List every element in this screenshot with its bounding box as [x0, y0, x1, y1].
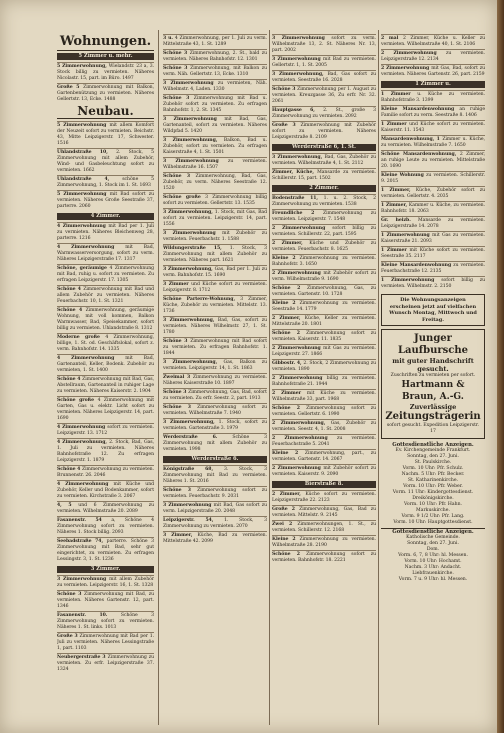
job-subtitle: mit guter Handschrift gesucht. — [392, 357, 474, 373]
classified-ad: 4 Zimmerwohnung mit Bad per 1. Juli zu vermieten. Näheres Bleichenweg 28, parterre. 1216 — [57, 224, 154, 241]
classified-ad: 1 Zimmer, Küche, Zubehör sofort zu vermieten. Gellertstr. 4. 2035 — [381, 188, 485, 199]
ad-list — [163, 34, 267, 454]
ad-list — [381, 90, 485, 291]
page-edge — [497, 0, 504, 733]
classified-ad: Schöne 2 Zimmerwohnung sofort zu vermieten. Bahnhofstr. 18. 2221 — [272, 552, 376, 563]
classified-ad: 2 Zimmerwohnung mit Gas, Bad, sofort zu vermieten. Näheres Gartenstr. 26, part. 2159 — [381, 66, 485, 77]
column-rule — [269, 30, 270, 725]
classified-ad: Schöne, geräumige 4 Zimmerwohnung mit Bad, ruhig u. sofort zu vermieten. Zu erfragen Leipzigerstr. 17. 1305 — [57, 266, 154, 283]
ad-list — [381, 34, 485, 79]
classified-ad: 3 Zimmerwohnung, Bad, Gas sofort zu vermieten. Seestraße 16. 2028 — [272, 72, 376, 83]
classified-ad: Schöne 3 Zimmerwohnung mit Bad u. Zubehör sofort zu vermieten. Zu erfragen Bahnhofstr. 1, 2. St. 1345 — [163, 96, 267, 113]
church-title: Gottesdienstliche Anzeigen. — [392, 442, 474, 448]
church-line: Vorm. 10 Uhr: Pfr. Schulz. — [402, 466, 464, 471]
classified-ad: 1 Zimmerwohnung mit Gas zu vermieten. Kaiserstraße 21. 2093 — [381, 233, 485, 244]
classified-ad: Schöne 4 Zimmerwohnung, geräumige Wohnung, mit voll kommen, Balkon Warmwasser, Bad, Speisekammer, sofort billig zu vermieten. Uhlandstraße 8. 1312 — [57, 308, 154, 331]
job-title-3: Zeitungsträgerin — [385, 411, 481, 422]
classified-ad: 2 Zimmer mit Küche zu vermieten. Wilhelmstraße 33, part. 1968 — [272, 391, 376, 402]
classified-ad: Leipzigerstr. 54, 1. Stock, 3 Zimmerwohnung zu vermieten. 2070 — [163, 518, 267, 529]
classified-ad: 3 Zimmerwohnung mit Bad zu vermieten. Gellertstr. 1, 1. St. 2005 — [272, 57, 376, 68]
classified-ad: Schöne Mansardenwohnung, 2 Zimmer, an ruhige Leute zu vermieten. Mittelstraße 20. 1690 — [381, 152, 485, 169]
category-werderstrasse: Werderstraße 6, 1. St. — [272, 144, 376, 151]
ad-list — [272, 490, 376, 565]
classified-ad: Schöne 4 Zimmerwohnung mit Bad, Gas, Abstellraum, Gartenanteil in ruhiger Lage zu vermieten. Näheres Kaiserstr. 2. 1904 — [57, 377, 154, 394]
church-line: Vorm. 10 Uhr: Pfr. Hahn. — [404, 502, 462, 507]
classified-ad: 4 Zimmerwohnung sofort zu vermieten. Leipzigerstr. 13. 1712 — [57, 425, 154, 436]
ad-list — [57, 121, 154, 211]
classified-ad: Kleine 2 Zimmerwohnung zu vermieten. Wilhelmstraße 28. 2190 — [272, 537, 376, 548]
classified-ad: 4 Zimmerwohnung, 2. Stock, Bad, Gas, 1. Juli zu vermieten. Näheres Bahnhofstraße 12. Zu erfragen Leipzigerstr. 1. 1879 — [57, 440, 154, 463]
classified-ad: Uhlandstraße 4, schöne 5 Zimmerwohnung, 1. Stock im 1. St. 1693 — [57, 177, 154, 188]
church-line: Vorm. 6, 7, 8 Uhr: hl. Messen. — [398, 553, 468, 558]
classified-ad: 3 Zimmerwohnung sofort zu verm. Wilhelmstraße 13, 2. St. Näheres Nr. 13, part. 2002 — [272, 36, 376, 53]
job-text-2: sofort gesucht. Expedition Leipzigerstr. 17 — [386, 423, 480, 434]
classified-ad: 2 Zimmerwohnung zu vermieten. Leipzigerstraße 12. 2134 — [381, 51, 485, 62]
classified-ad: Schöne 3 Zimmerwohnung per 1. August zu vermieten. Kreuzgasse 36, Zu erfr. Nr. 32. 2061 — [272, 87, 376, 104]
classified-ad: Gr. heizb. Mansarde zu vermieten. Leipzigerstraße 14. 2078 — [381, 218, 485, 229]
classified-ad: 5 Zimmerwohnung mit allem Komfort der Neuzeit sofort zu vermieten. Beichstr. 43, Mitte Leipzigerstr. 17, Schwester. 1516 — [57, 123, 154, 146]
ad-list — [57, 62, 154, 104]
church-list — [381, 535, 485, 583]
classified-ad: 1 Zimmerwohnung sofort billig zu vermieten. Wilhelmstr. 2. 2150 — [381, 278, 485, 289]
classified-ad: 3 Zimmer, Küche, Bad zu vermieten. Mittelstraße 42. 2099 — [163, 533, 267, 544]
classified-ad: Uhlandstraße 10, 2. Stock, 5 Zimmerwohnung mit allem Zubehör, Wind- und Gasbeleuchtung sofort zu vermieten. 1662 — [57, 150, 154, 173]
classified-ad: 3 Zimmerwohnung mit Bad, Gas, Gartenanteil, sofort zu vermieten. Näheres Wildpfad 5. 1420 — [163, 117, 267, 134]
classified-ad: Moderne große 4 Zimmerwohnung, billige, 1. St. od. Geschäftslokal, sofort z. verm. Bahnhofstr. 14. 1335 — [57, 335, 154, 352]
church-title-2: Gottesdienstliche Anzeigen. — [381, 528, 485, 535]
job-title: Junger Laufbursche — [398, 333, 468, 356]
column-1 — [57, 34, 154, 724]
church-line: Vorm. 10 Uhr: Hochamt. — [404, 559, 462, 564]
classified-ad: Schöne 2 Zimmerwohnung sofort zu vermieten. Kaiserstr. 11. 1835 — [272, 331, 376, 342]
ad-list — [57, 222, 154, 564]
classified-ad: 2 Zimmerwohnung mit Zubehör sofort zu verm. Wilhelmstraße 9. 1690 — [272, 271, 376, 282]
classified-ad: 2 Zimmer, Küche und Zubehör zu vermieten. Feuerbachstr. 8. 1625 — [272, 241, 376, 252]
church-line: Vorm. 7 u. 9 Uhr: hl. Messen. — [398, 577, 468, 582]
classified-ad: Große 2 Zimmerwohnung, Gas, Bad zu vermieten. Mittelstr. 9. 2145 — [272, 507, 376, 518]
classified-ad: 5 Zimmerwohnung mit Bad sofort zu vermieten. Näheres Große Seestraße 37, parterre. 2060 — [57, 192, 154, 209]
ad-list — [272, 34, 376, 142]
classified-ad: 3 Zimmerwohnung, Gas, Balkon zu vermieten. Leipzigerstr. 14, 1. St. 1863 — [163, 360, 267, 371]
church-line: Dreikönigskirche. — [412, 496, 454, 501]
column-2 — [163, 34, 267, 724]
classified-ad: 2 Zimmerwohnung mit Gas zu vermieten. Leipzigerstr. 27. 1866 — [272, 346, 376, 357]
church-line: Vorm. 9 1/2 Uhr: Pfr. Lang. — [401, 514, 465, 519]
classified-ad: Zweimal 3 Zimmerwohnung zu vermieten. Näheres Kaiserstraße 10. 1897 — [163, 375, 267, 386]
church-line: Vorm. 10 Uhr: Hauptgottesdienst. — [393, 520, 473, 525]
classified-ad: 2 mal 2 Zimmer, Küche u. Keller zu vermieten. Wilhelmstraße 40, 1. St. 2106 — [381, 36, 485, 47]
classified-ad: 3 u. 4 Zimmerwohnung, per 1. Juli zu verm. Mittelstraße 43, 1. St. 1289 — [163, 36, 267, 47]
classified-ad: 3 Zimmerwohnung mit allem Zubehör zu vermieten. Leipzigerstr. 16, 1. St. 1328 — [57, 577, 154, 588]
classified-ad: 2 Zimmerwohnung sofort billig zu vermieten. Schillerstr. 22, part. 1595 — [272, 226, 376, 237]
church-line: Sonntag, den 27. Juni. — [407, 541, 459, 546]
category-4-zimmer: 4 Zimmer. — [57, 213, 154, 220]
church-line: St. Katharinenkirche. — [407, 478, 459, 483]
classified-ad: Gibbostr. 4, 2. Stock, 2 Zimmerwohnung zu vermieten. 1890 — [272, 361, 376, 372]
classified-ad: Mansardenwohnung, 1 Zimmer u. Küche, zu vermieten. Wilhelmstraße 7. 1650 — [381, 137, 485, 148]
church-line: Sonntag, den 27. Juni. — [407, 454, 459, 459]
classified-ad: 1 Zimmer u. Küche zu vermieten. Bahnhofstraße 3. 1399 — [381, 92, 485, 103]
classified-ad: 3 Zimmerwohnung, Bad, Gas, Zubehör zu vermieten. Wilhelmstraße 4, 1. St. 2112 — [272, 155, 376, 166]
classified-ad: Große 3 Zimmerwohnung mit Bad per 1. Juli zu vermieten. Näheres Lessingstraße 1, part. 1103 — [57, 634, 154, 651]
church-line: Nachm. 3 Uhr: Andacht. — [404, 565, 462, 570]
church-line: Vorm. 10 Uhr: Pfr. Weber. — [403, 484, 463, 489]
church-line: Nachm. 5 Uhr: Pfr. Becker. — [401, 472, 465, 477]
classified-ad: Schöne 3 Zimmerwohnung, Gas, Bad, sofort zu vermieten. Zu erfr. Seestr. 2, part. 1913 — [163, 390, 267, 401]
classified-ad: Kleine Mansardenwohnung an ruhige Familie sofort zu verm. Seestraße 8. 1406 — [381, 107, 485, 118]
classified-ad: Schöne 3 Zimmerwohnung sofort zu vermieten. Wilhelmstraße 7. 1940 — [163, 405, 267, 416]
classified-ad: 3 Zimmer und Küche sofort zu vermieten. Leipzigerstr. 8. 1712 — [163, 282, 267, 293]
classified-ad: 3 Zimmerwohnung, Balkon, Bad u. Zubehör, sofort zu vermieten. Zu erfragen Kaiserstraße 4, 1. St. 1501 — [163, 138, 267, 155]
classified-ad: 1 Zimmer, Kammer u. Küche, zu vermieten. Bahnhofstr. 18. 2063 — [381, 203, 485, 214]
ad-list — [163, 465, 267, 546]
job-title-2: Zuverlässige — [409, 403, 457, 411]
classified-ad: Schöne 3 Zimmerwohnung mit Bad sofort zu vermieten. Zu erfragen Bahnhofstr. 1. 1844 — [163, 339, 267, 356]
classified-ad: Schöne 4 Zimmerwohnung mit Bad und allem Zubehör zu vermieten. Näheres Feuerbachstr. 10, 1. St. 1321 — [57, 287, 154, 304]
classified-ad: Schöne 3 Zimmerwohnung sofort zu vermieten. Feuerbachstr. 9. 2031 — [163, 488, 267, 499]
classified-ad: Schöne 3 Zimmerwohnung, 2. St., bald zu vermieten. Näheres Bahnhofstr. 12. 1301 — [163, 51, 267, 62]
classified-ad: Kleine 2 Zimmerwohnung, part., zu vermieten. Gartenstr. 14. 2067 — [272, 451, 376, 462]
classified-ad: Zimmer, Küche, Mansarde zu vermieten. Schillerstr. 15, part. 1502 — [272, 170, 376, 181]
classified-ad: Fasanenstr. 54 a, Schöne 4 Zimmerwohnung sofort zu vermieten. Näheres 1. Stock billig. 2093 — [57, 518, 154, 535]
classified-ad: Zwei 2 Zimmerwohnungen, 1. St., zu vermieten. Schillerstr. 12. 2168 — [272, 522, 376, 533]
classified-ad: 3 Zimmerwohnung, Gas, Bad per 1. Juli zu verm. Bahnhofstr. 15. 1690 — [163, 267, 267, 278]
job-text: Zuschriften zu vermieten per sofort. — [390, 373, 476, 378]
job-firm: Hartmann & Braun, A.-G. — [401, 380, 465, 402]
category-werderstrasse: Werderstraße 6. — [163, 456, 267, 463]
section-header-neubau: Neubau. — [57, 104, 154, 119]
classified-ad: Fasanenstr. 10. Schöne 3 Zimmerwohnung sofort zu vermieten. Näheres 1. St. links. 1013 — [57, 613, 154, 630]
classified-ad: 3 Zimmerwohnung, 1. Stock, mit Gas, Bad sofort zu vermieten. Leipzigerstr. 14, part. 1556 — [163, 210, 267, 227]
classified-ad: Hauptgasse 6, 2. St., große 3 Zimmerwohnung zu vermieten. 2092 — [272, 108, 376, 119]
classified-ad: Bodenstraße 11, 1. u. 2. Stock, 2 Zimmerwohnung zu vermieten. 1538 — [272, 196, 376, 207]
classified-ad: Kleine Mansardenwohnung zu vermieten. Feuerbachstraße 12. 2135 — [381, 263, 485, 274]
notice-text: Die Wohnungsanzeigen erscheinen jetzt auf vielfachen Wunsch Montag, Mittwoch und Freitag. — [389, 297, 477, 323]
classified-ad: 2 Zimmer, Küche, Keller zu vermieten. Mittelstraße 20. 1801 — [272, 316, 376, 327]
publication-notice — [381, 294, 485, 326]
category-1-zimmer: 1 Zimmer u. — [381, 81, 485, 88]
classified-ad: 3 Zimmerwohnung mit Zubehör zu vermieten. Feuerbachstr. 1. 1588 — [163, 231, 267, 242]
classified-ad: Schöne große 4 Zimmerwohnung mit Garten, Gas u. elektr. Licht sofort zu vermieten. Näheres Leipzigerstr. 14, part. 1690 — [57, 398, 154, 421]
classified-ad: Schöne große 3 Zimmerwohnung billig sofort zu vermieten. Gellertstr. 13. 1535 — [163, 195, 267, 206]
classified-ad: Schöne Parterre-Wohnung, 3 Zimmer, Küche, Zubehör zu vermieten. Mittelstr. 13. 1736 — [163, 297, 267, 314]
church-line: Katholische Gemeinde. — [406, 535, 460, 540]
classified-ad: Große 5 Zimmerwohnung mit Balkon, Gartenbenützung zu vermieten. Näheres Gellertstr. 13, Ecke. 1488 — [57, 85, 154, 102]
classified-ad: 2 Zimmerwohnung, Gas, Zubehör zu vermieten. Seestr. 4, 1. St. 2008 — [272, 421, 376, 432]
ad-list — [272, 153, 376, 183]
column-rule — [378, 30, 379, 725]
category-bierstrasse: Bierstraße 8. — [272, 481, 376, 488]
classified-ad: 2 Zimmerwohnung mit Zubehör sofort zu vermieten. Kaiserstr. 9. 2090 — [272, 466, 376, 477]
classified-ad: 4 Zimmerwohnung mit Küche und Zubehör, Keller und Bodenkammer, sofort zu vermieten. Kirchstraße 3. 2067 — [57, 482, 154, 499]
classified-ad: 3 Zimmerwohnung zu vermieten. Wilhelmstraße 16. 1507 — [163, 159, 267, 170]
column-rule — [158, 30, 159, 725]
church-line: St. Paulskirche. — [414, 460, 452, 465]
classified-ad: Freundliche 2 Zimmerwohnung zu vermieten. Leipzigerstr. 7. 1548 — [272, 211, 376, 222]
classified-ad: 4 Zimmerwohnung mit Bad, Warmwasserversorgung, sofort zu verm. Näheres Leipzigerstraße 17. 1317 — [57, 245, 154, 262]
classified-ad: Schöne 4 Zimmerwohnung zu vermieten. Brunnenstr. 26. 2046 — [57, 467, 154, 478]
classified-ad: Schöne 2 Zimmerwohnung, Gas, zu vermieten. Gartenstr. 10. 1728 — [272, 286, 376, 297]
church-line: Dom. — [426, 547, 440, 552]
classified-ad: Kleine Wohnung zu vermieten. Schillerstr. 9. 2015 — [381, 173, 485, 184]
classified-ad: Große 3 Zimmerwohnung mit Zubehör sofort zu vermieten. Näheres Leipzigerstraße 8. 2109 — [272, 123, 376, 140]
church-line: Vorm. 11 Uhr: Kindergottesdienst. — [392, 490, 474, 495]
category-2-zimmer: 2 Zimmer. — [272, 185, 376, 192]
section-header-wohnungen: Wohnungen. — [57, 34, 154, 51]
classified-ad: 1 Zimmer mit Küche sofort zu vermieten. Seestraße 35. 2117 — [381, 248, 485, 259]
classified-ad: 3 Zimmerwohnung mit Bad, Gas sofort zu verm. Leipzigerstraße 20. 2048 — [163, 503, 267, 514]
classified-ad: Kleine 2 Zimmerwohnung zu vermieten. Bahnhofstr. 3. 1650 — [272, 256, 376, 267]
classified-ad: 3 Zimmerwohnung, Bad, Gas, sofort zu vermieten. Näheres Wilhelmstr. 27, 1. St. 1780 — [163, 318, 267, 335]
classified-ad: Neubergerstraße 3 Zimmerwohnung zu vermieten. Zu erfr. Leipzigerstraße 37. 1324 — [57, 655, 154, 672]
category-3-zimmer: 3 Zimmer. — [57, 566, 154, 573]
classified-ad: 1 Zimmer und Küche sofort zu vermieten. Kaiserstr. 11. 1543 — [381, 122, 485, 133]
classified-ad: 4, 5 und 6 Zimmerwohnung zu vermieten. Wilhelmstraße 20. 2089 — [57, 503, 154, 514]
job-ad — [381, 329, 485, 439]
classified-ad: Wildungerstraße 15, 1. Stock, 3 Zimmerwohnung mit allem Zubehör zu vermieten. Näheres part. 1621 — [163, 246, 267, 263]
church-line: Liebfrauenkirche. — [412, 571, 454, 576]
ad-list — [57, 575, 154, 674]
classified-ad: Kleine 2 Zimmerwohnung zu vermieten. Seestraße 14. 1779 — [272, 301, 376, 312]
church-list — [381, 448, 485, 526]
column-4 — [381, 34, 485, 724]
ad-list — [272, 194, 376, 479]
classified-ad: Schöne 3 Zimmerwohnung mit Bad, zu vermieten. Näheres Gartenstr. 12, part. 1346 — [57, 592, 154, 609]
classified-ad: Schöne 2 Zimmerwohnung sofort zu vermieten. Gellertstr. 6. 1990 — [272, 406, 376, 417]
classified-ad: Königstraße 68, 3. Stock, 3 Zimmerwohnung mit Bad zu vermieten. Näheres 1. St. 2016 — [163, 467, 267, 484]
church-line: Ev. Kirchengemeinde Frankfurt. — [395, 448, 471, 453]
classified-ad: Werderstraße 6. Schöne 3 Zimmerwohnung mit allem Zubehör zu vermieten. 1998 — [163, 435, 267, 452]
category-5-zimmer: 5 Zimmer u. mehr. — [57, 53, 154, 60]
classified-ad: 4 Zimmerwohnung mit Bad, Gartenanteil, Keller, Bodenk. Zubehör zu vermieten, 1. St. 1400 — [57, 356, 154, 373]
classified-ad: Schöne 3 Zimmerwohnung, mit Balkon zu verm. Näh. Gellertstr. 13, Ecke. 1310 — [163, 66, 267, 77]
church-line: Markuskirche. — [416, 508, 450, 513]
classified-ad: 2 Zimmer, Küche sofort zu vermieten. Leipzigerstraße 22. 2123 — [272, 492, 376, 503]
classified-ad: 5 Zimmerwohnung, Wielandstr. 23 a, 3. Stock billig zu vermieten. Näheres Nicolastr. 15, part. im Büro. 1497 — [57, 64, 154, 81]
classified-ad: 2 Zimmerwohnung zu vermieten. Feuerbachstraße 5. 2041 — [272, 436, 376, 447]
classified-ad: 3 Zimmerwohnung zu vermieten, Näh. Wilhelmstr. 4, Laden. 1330 — [163, 81, 267, 92]
classified-ad: Schöne 3 Zimmerwohnung, Bad, Gas, Zubehör, zu verm. Näheres Seestraße 12. 1520 — [163, 174, 267, 191]
classified-ad: Seebadstraße 74, parterre. Schöne 3 Zimmerwohnung mit Bad, sehr gut eingerichtet, zu vermieten. Zu erfragen Lessingstr. 3, 1. St. 1236 — [57, 539, 154, 562]
column-3 — [272, 34, 376, 724]
classified-ad: 3 Zimmerwohnung, 1. Stock, sofort zu vermieten. Gartenstraße 3. 1979 — [163, 420, 267, 431]
classified-ad: 2 Zimmerwohnung billig zu vermieten. Bahnhofstraße 21. 1944 — [272, 376, 376, 387]
